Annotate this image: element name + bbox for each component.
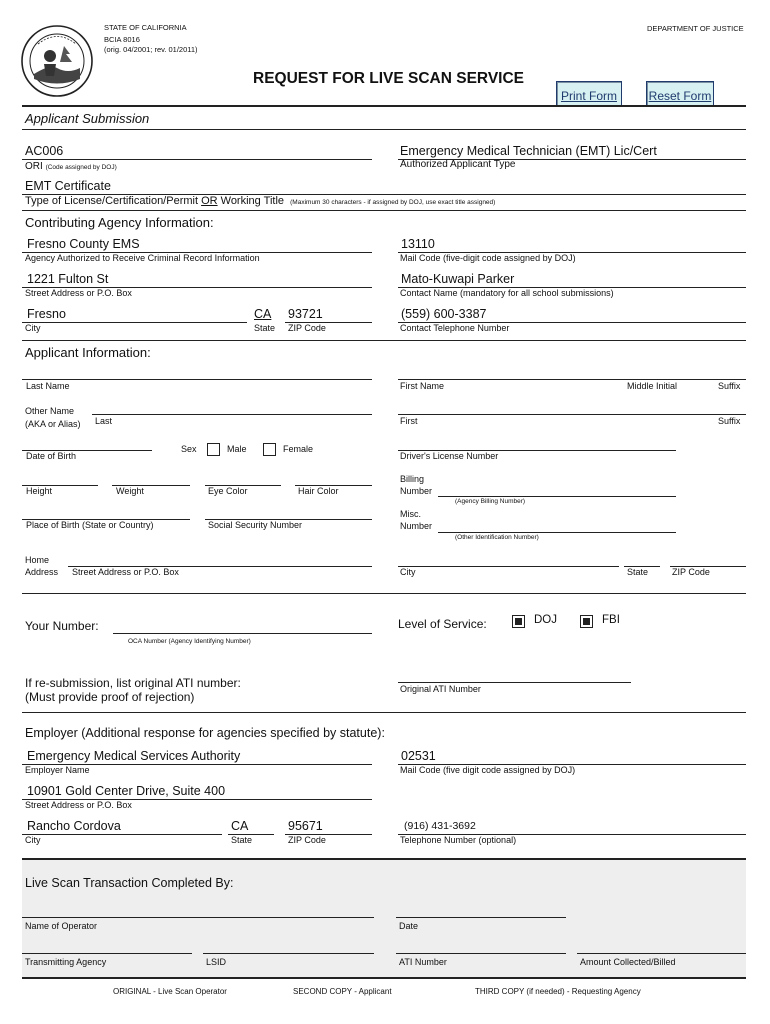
license-field[interactable]: EMT Certificate [25,179,111,193]
header-department: DEPARTMENT OF JUSTICE [647,24,744,33]
place-of-birth-label: Place of Birth (State or Country) [26,520,154,530]
aka-last-label: Last [95,416,113,426]
female-checkbox[interactable] [263,443,276,456]
your-number-label: Your Number: [25,619,99,633]
original-ati-label: Original ATI Number [400,684,481,694]
aka-last-input[interactable] [92,414,372,415]
employer-state-label: State [231,835,253,845]
aka-first-label: First [400,416,418,426]
transmitting-agency-input[interactable] [22,953,192,954]
aka-suffix-label: Suffix [718,416,741,426]
applicant-type-field[interactable]: Emergency Medical Technician (EMT) Lic/Cert [400,144,657,158]
employer-mail-code-field[interactable]: 02531 [401,749,436,763]
employer-street-field[interactable]: 10901 Gold Center Drive, Suite 400 [27,784,226,798]
footer-copy-third: THIRD COPY (if needed) - Requesting Agency [475,987,641,996]
applicant-type-label: Authorized Applicant Type [400,159,516,170]
home-street-label: Street Address or P.O. Box [72,567,179,577]
billing-label-2: Number [400,486,433,496]
your-number-input[interactable] [113,633,372,634]
zip-label: ZIP Code [288,323,326,333]
date-label: Date [399,921,419,931]
eye-color-label: Eye Color [208,486,248,496]
male-checkbox[interactable] [207,443,220,456]
male-label: Male [227,444,247,454]
doj-checkbox[interactable] [512,615,525,628]
address-label: Address [25,567,59,577]
state-seal [20,24,94,98]
reset-form-button[interactable]: Reset Form [646,81,714,106]
employer-city-field[interactable]: Rancho Cordova [27,819,121,833]
mail-code-field[interactable]: 13110 [401,237,435,251]
ati-number-input[interactable] [396,953,566,954]
amount-input[interactable] [577,953,746,954]
header-state: STATE OF CALIFORNIA [104,23,187,32]
header-rule [22,105,746,107]
employer-mail-code-label: Mail Code (five digit code assigned by DOJ) [400,765,576,775]
first-name-input[interactable] [398,379,746,380]
ati-number-label: ATI Number [399,957,447,967]
print-form-button[interactable]: Print Form [556,81,622,106]
footer-copy-second: SECOND COPY - Applicant [293,987,392,996]
header-form-id: BCIA 8016 [104,35,140,44]
misc-input[interactable] [438,532,676,533]
section-contributing-agency: Contributing Agency Information: [25,215,214,230]
operator-input[interactable] [22,917,374,918]
lsid-label: LSID [206,957,227,967]
zip-field[interactable]: 93721 [288,307,323,321]
resubmission-note: (Must provide proof of rejection) [25,690,195,704]
last-name-input[interactable] [22,379,372,380]
agency-field[interactable]: Fresno County EMS [27,237,140,251]
state-field[interactable]: CA [254,307,272,321]
female-label: Female [283,444,314,454]
misc-label-2: Number [400,521,433,531]
employer-phone-label: Telephone Number (optional) [400,835,517,845]
license-label: Type of License/Certification/Permit OR Working Title (Maximum 30 characters - if assigned by DOJ, use exact title assigned) [25,195,496,207]
home-label: Home [25,555,50,565]
section-applicant-submission: Applicant Submission [25,111,150,126]
page-title: REQUEST FOR LIVE SCAN SERVICE [253,70,525,87]
level-of-service-label: Level of Service: [398,617,487,631]
employer-name-label: Employer Name [25,765,90,775]
agency-label: Agency Authorized to Receive Criminal Record Information [25,253,260,263]
misc-label: Misc. [400,509,421,519]
hair-color-label: Hair Color [298,486,339,496]
employer-phone-field[interactable]: (916) 431-3692 [404,820,476,832]
height-label: Height [26,486,53,496]
first-name-label: First Name [400,381,445,391]
home-city-input[interactable] [398,566,619,567]
header-revision: (orig. 04/2001; rev. 01/2011) [104,45,198,54]
aka-label: (AKA or Alias) [25,419,81,429]
employer-street-label: Street Address or P.O. Box [25,800,132,810]
billing-label: Billing [400,474,425,484]
city-label: City [25,323,41,333]
fbi-checkbox[interactable] [580,615,593,628]
original-ati-input[interactable] [398,682,631,683]
oca-note: OCA Number (Agency Identifying Number) [128,638,251,645]
home-zip-label: ZIP Code [672,567,710,577]
middle-initial-label: Middle Initial [627,381,678,391]
other-name-label: Other Name [25,406,75,416]
employer-city-label: City [25,835,41,845]
employer-state-field[interactable]: CA [231,819,249,833]
employer-name-field[interactable]: Emergency Medical Services Authority [27,749,241,763]
sex-label: Sex [181,444,197,454]
suffix-label: Suffix [718,381,741,391]
billing-note: (Agency Billing Number) [455,498,526,505]
city-field[interactable]: Fresno [27,307,66,321]
aka-first-input[interactable] [398,414,746,415]
section-live-scan: Live Scan Transaction Completed By: [25,876,234,890]
ori-label: ORI (Code assigned by DOJ) [25,161,117,172]
employer-zip-label: ZIP Code [288,835,326,845]
lsid-input[interactable] [203,953,374,954]
contact-label: Contact Name (mandatory for all school submissions) [400,288,614,298]
state-label: State [254,323,276,333]
section-applicant-info: Applicant Information: [25,345,151,360]
drivers-license-label: Driver's License Number [400,451,499,461]
street-label: Street Address or P.O. Box [25,288,132,298]
misc-note: (Other Identification Number) [455,534,539,541]
mail-code-label: Mail Code (five-digit code assigned by DOJ) [400,253,576,263]
ssn-label: Social Security Number [208,520,303,530]
phone-field[interactable]: (559) 600-3387 [401,307,487,321]
home-state-label: State [627,567,649,577]
amount-label: Amount Collected/Billed [580,957,676,967]
resubmission-label: If re-submission, list original ATI number: [25,676,241,690]
contact-field[interactable]: Mato-Kuwapi Parker [401,272,515,286]
section-employer: Employer (Additional response for agencies specified by statute): [25,726,385,740]
weight-label: Weight [116,486,144,496]
footer-copy-original: ORIGINAL - Live Scan Operator [113,987,227,996]
transmitting-agency-label: Transmitting Agency [25,957,107,967]
doj-label: DOJ [534,614,557,626]
fbi-label: FBI [602,614,620,626]
date-input[interactable] [396,917,566,918]
ori-field[interactable]: AC006 [25,144,64,158]
home-city-label: City [400,567,416,577]
dob-label: Date of Birth [26,451,77,461]
billing-input[interactable] [438,496,676,497]
last-name-label: Last Name [26,381,70,391]
employer-zip-field[interactable]: 95671 [288,819,323,833]
phone-label: Contact Telephone Number [400,323,510,333]
street-field[interactable]: 1221 Fulton St [27,272,109,286]
operator-label: Name of Operator [25,921,98,931]
